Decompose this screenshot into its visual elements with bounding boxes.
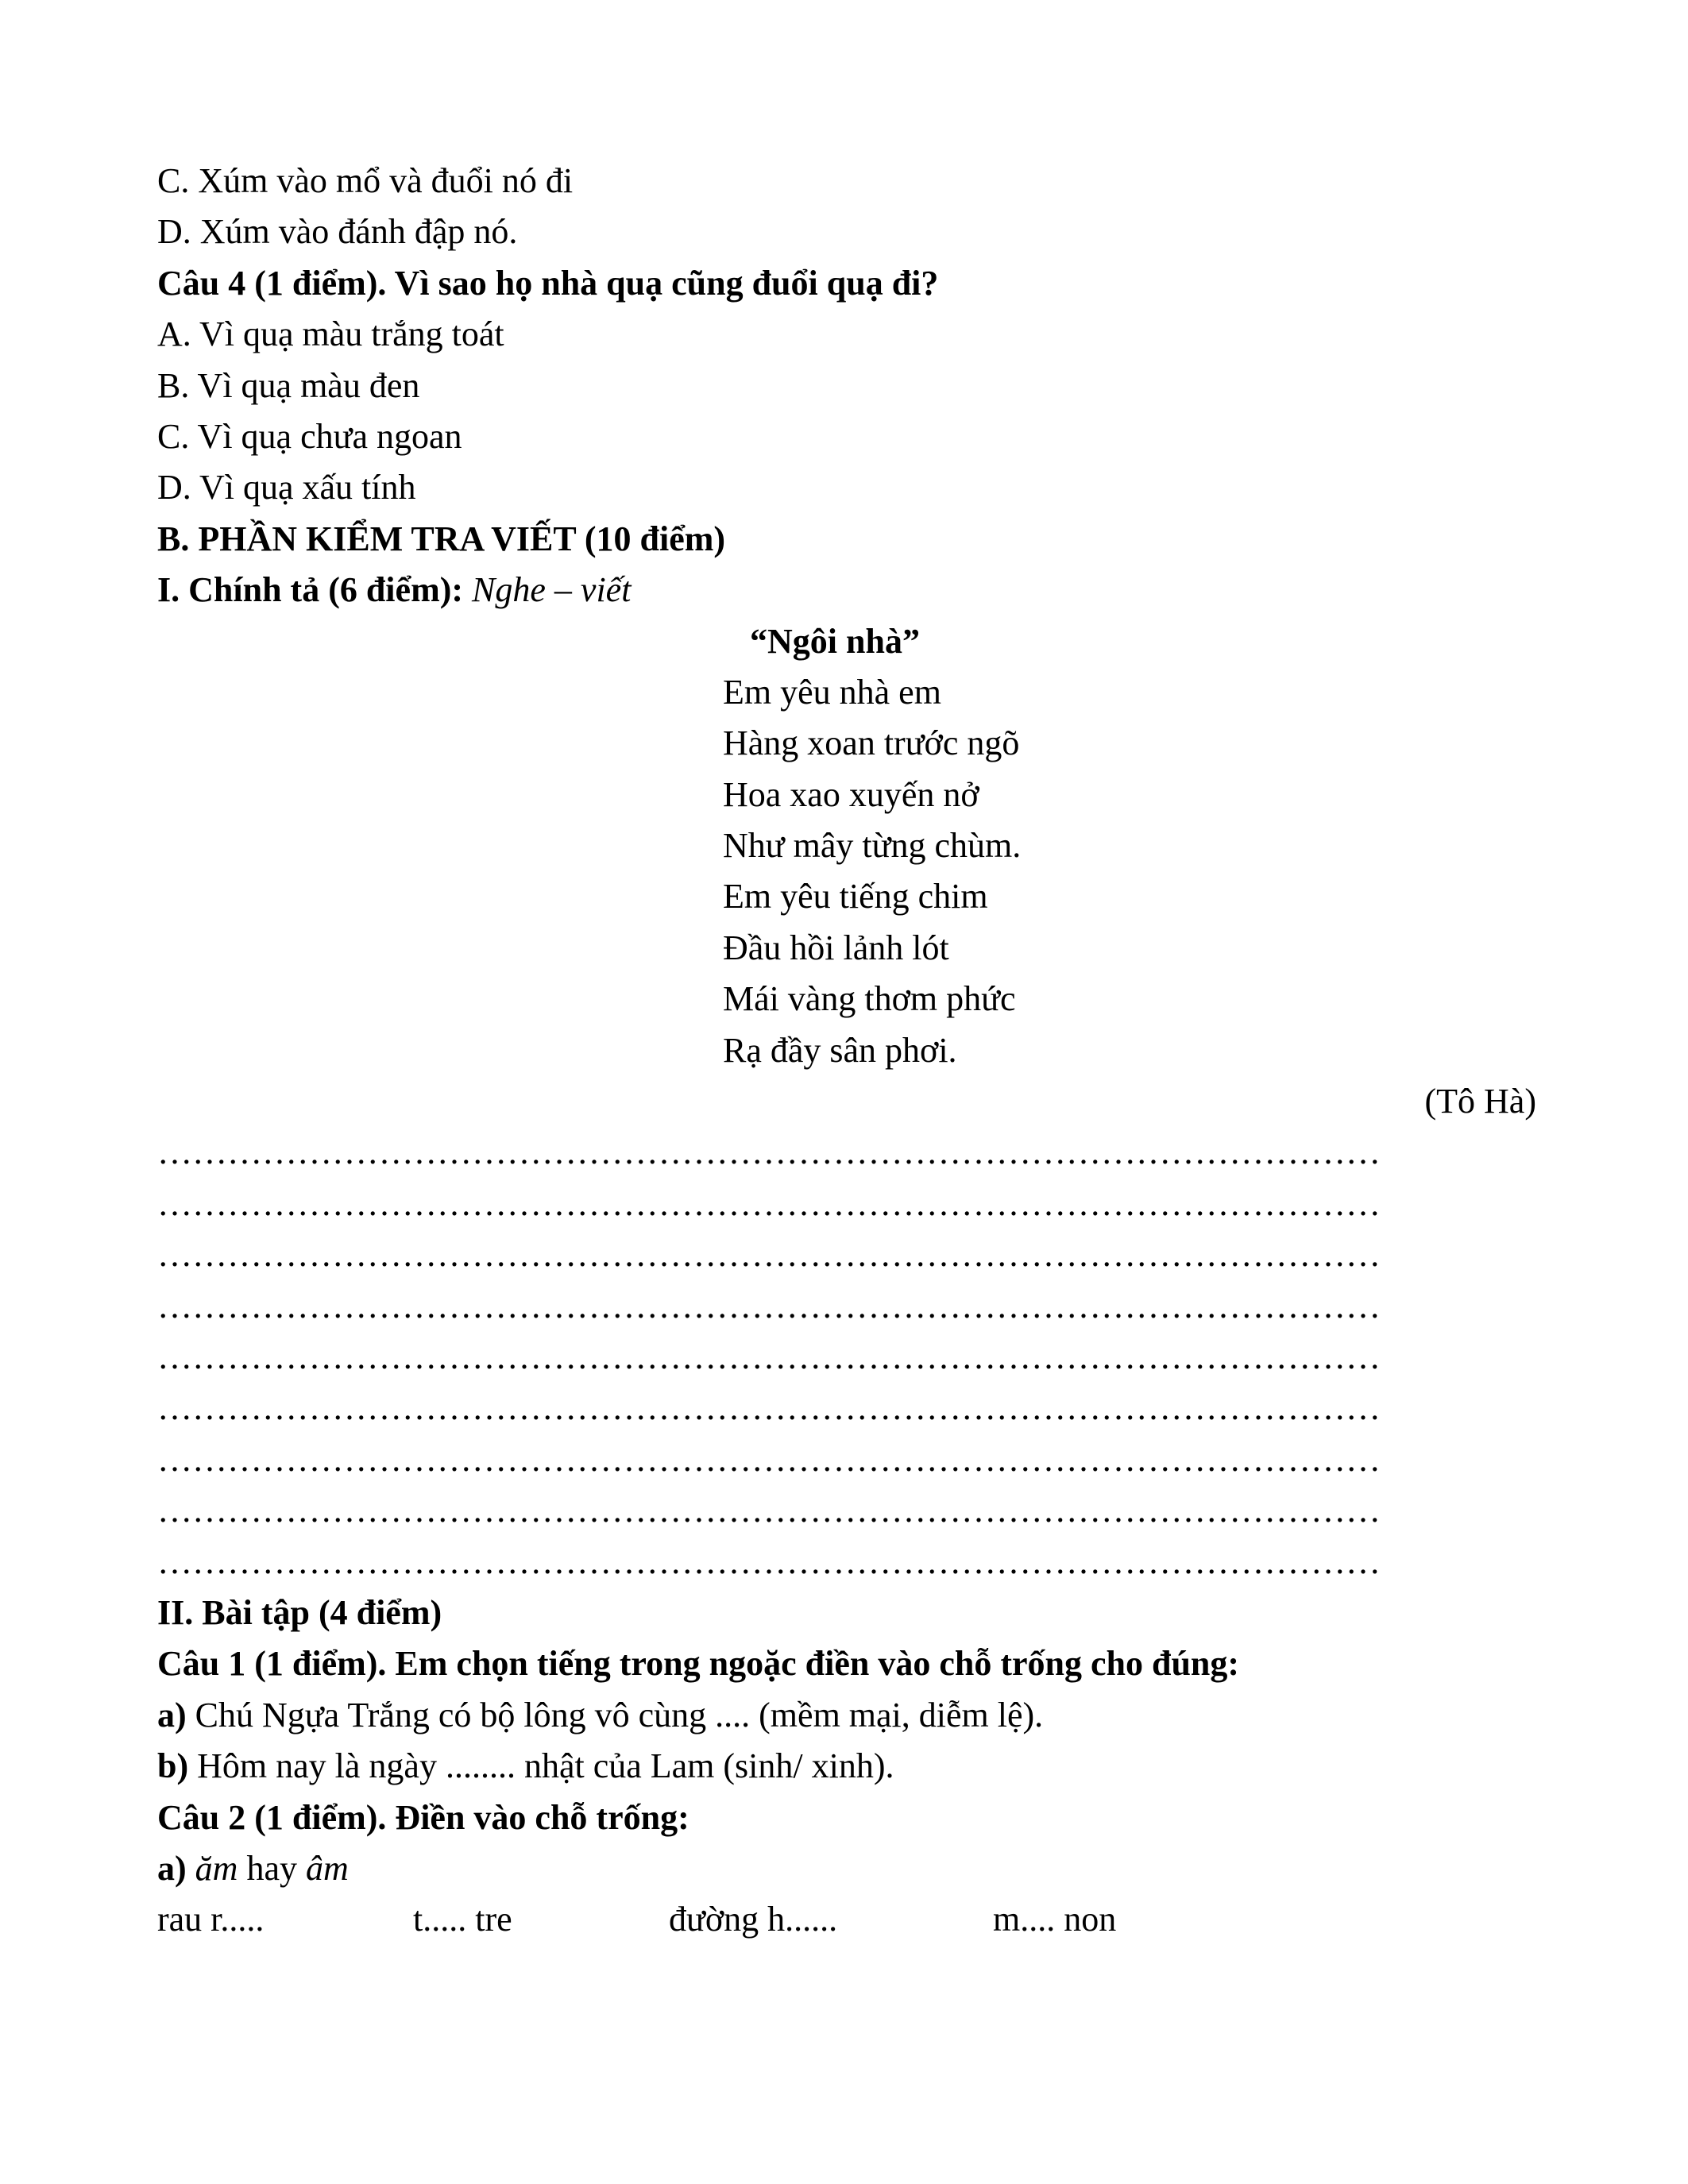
fill-word: đường h...... xyxy=(669,1900,838,1939)
dictation-mode: Nghe – viết xyxy=(472,570,632,610)
question-4-title: Câu 4 (1 điểm). Vì sao họ nhà quạ cũng đuổi quạ đi? xyxy=(157,263,939,303)
exercise-1-b xyxy=(157,1741,1539,1792)
fill-word: rau r..... xyxy=(157,1900,265,1939)
exercise-1-title: Câu 1 (1 điểm). Em chọn tiếng trong ngoặc điền vào chỗ trống cho đúng: xyxy=(157,1644,1240,1684)
question-4-option-c: C. Vì quạ chưa ngoan xyxy=(157,416,462,456)
poem-line: Hàng xoan trước ngõ xyxy=(723,723,1020,763)
option-d: D. Xúm vào đánh đập nó. xyxy=(157,212,518,252)
question-4-option-d: D. Vì quạ xấu tính xyxy=(157,468,416,507)
writing-line: …………………………………………………………………………………………… xyxy=(157,1286,1381,1325)
exercise-1-a-label: a) xyxy=(157,1695,187,1734)
dictation-label: I. Chính tả (6 điểm): xyxy=(157,570,464,610)
exercise-1-b-text: Hôm nay là ngày ........ nhật của Lam (sinh/ xinh). xyxy=(188,1746,894,1786)
exercise-1-a-text: Chú Ngựa Trắng có bộ lông vô cùng .... (mềm mại, diễm lệ). xyxy=(186,1695,1044,1734)
exercise-2-words xyxy=(157,1894,1539,1945)
writing-line: …………………………………………………………………………………………… xyxy=(157,1388,1381,1428)
poem-line: Hoa xao xuyến nở xyxy=(723,774,979,814)
poem-author: (Tô Hà) xyxy=(1424,1082,1536,1121)
writing-line: …………………………………………………………………………………………… xyxy=(157,1337,1381,1376)
poem-title: “Ngôi nhà” xyxy=(750,621,920,661)
section-b-heading: B. PHẦN KIỂM TRA VIẾT (10 điểm) xyxy=(157,519,726,558)
question-4-option-a: A. Vì quạ màu trắng toát xyxy=(157,314,504,354)
exercise-2-option-2: âm xyxy=(305,1848,349,1888)
option-c: C. Xúm vào mổ và đuổi nó đi xyxy=(157,161,574,200)
writing-line: …………………………………………………………………………………………… xyxy=(157,1439,1381,1479)
exercises-heading: II. Bài tập (4 điểm) xyxy=(157,1592,442,1632)
exercise-2-title: Câu 2 (1 điểm). Điền vào chỗ trống: xyxy=(157,1797,689,1837)
writing-line: …………………………………………………………………………………………… xyxy=(157,1183,1381,1223)
poem-line: Rạ đầy sân phơi. xyxy=(723,1030,957,1070)
exercise-2-a-label: a) xyxy=(157,1848,187,1888)
writing-line: …………………………………………………………………………………………… xyxy=(157,1491,1381,1530)
writing-line: …………………………………………………………………………………………… xyxy=(157,1235,1381,1275)
poem-line: Đầu hồi lảnh lót xyxy=(723,928,949,967)
fill-word: t..... tre xyxy=(413,1900,512,1939)
fill-word: m.... non xyxy=(993,1900,1117,1939)
writing-line: …………………………………………………………………………………………… xyxy=(157,1542,1381,1581)
writing-line: …………………………………………………………………………………………… xyxy=(157,1133,1381,1172)
exercise-1-a xyxy=(157,1690,1539,1741)
exercise-1-b-label: b) xyxy=(157,1746,189,1786)
dictation-heading xyxy=(157,565,1539,615)
poem-line: Em yêu nhà em xyxy=(723,672,941,712)
exercise-2-a xyxy=(157,1843,1539,1894)
exercise-2-option-1: ăm xyxy=(195,1848,238,1888)
exercise-2-hay: hay xyxy=(238,1848,306,1888)
document-page xyxy=(157,156,1539,1946)
question-4-option-b: B. Vì quạ màu đen xyxy=(157,365,420,405)
poem-line: Mái vàng thơm phức xyxy=(723,979,1016,1019)
poem-line: Em yêu tiếng chim xyxy=(723,877,988,916)
poem-line: Như mây từng chùm. xyxy=(723,826,1022,866)
